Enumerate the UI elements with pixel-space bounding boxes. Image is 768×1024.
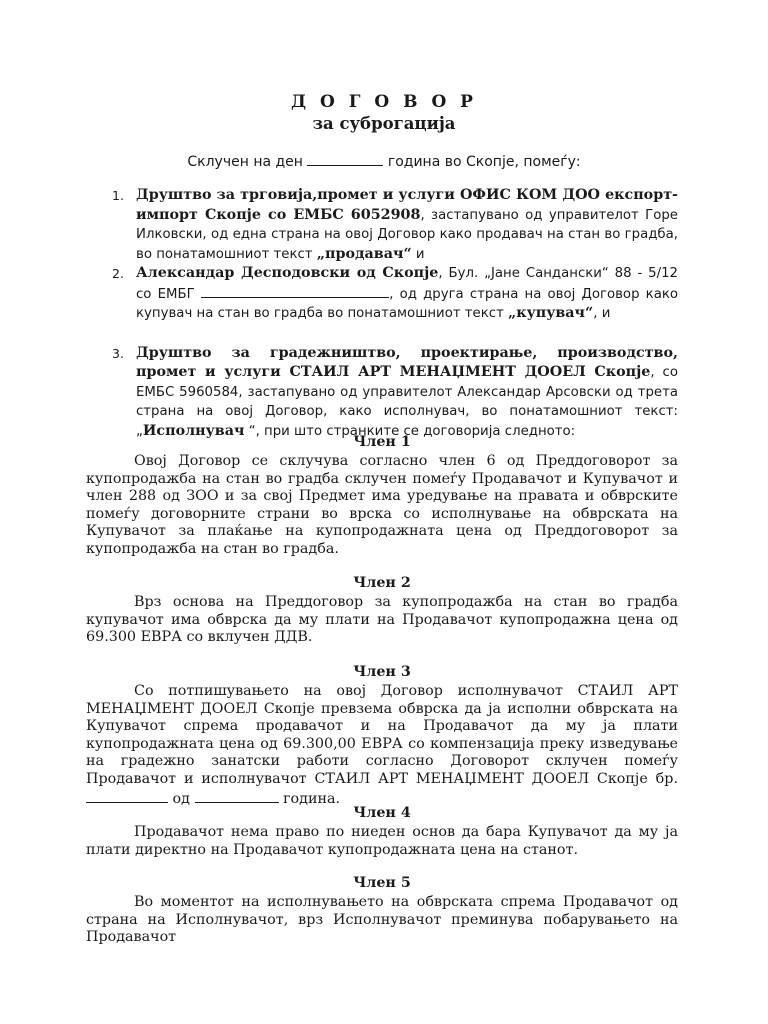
party-number: 3.: [112, 345, 124, 361]
article-title: Член 4: [353, 805, 411, 821]
document-subtitle: за суброгација: [312, 114, 456, 133]
article-body: [86, 683, 678, 808]
party-role: „продавач“: [316, 245, 412, 262]
party-item: [106, 264, 678, 324]
document-title: Д О Г О В О Р: [291, 92, 477, 112]
article-title: Член 5: [353, 875, 411, 891]
contract-number-blank: [86, 789, 168, 803]
party-text: “, при што странките се договорија следното:: [244, 423, 576, 439]
article-title: Член 3: [353, 664, 411, 680]
article-1: [86, 433, 678, 559]
party-text: , Бул. „Јане Сандански“ 88 - 5/12 со ЕМБГ: [136, 266, 678, 302]
party-text: , и: [593, 306, 611, 321]
party-number: 1.: [112, 188, 124, 203]
party-text: , со ЕМБС 5960584, застапувано од управителот Александар Арсовски од трета страна на овој Договор, како исполнувач, во понатамошниот текст: „: [136, 365, 678, 439]
article-5: [86, 874, 678, 947]
party-item: [106, 186, 678, 264]
article-3: [86, 663, 678, 808]
party-list: [106, 186, 678, 441]
party-number: 2.: [112, 266, 124, 281]
article-body: Овој Договор се склучува согласно член 6 од Преддоговорот за купопродажба на стан во градба склучен помеѓу Продавачот и Купувачот и член 288 од ЗОО и за свој Предмет има уредување на правата и обврските помеѓу договорните страни во врска со исполнување на обврската на Купувачот за плаќање на купопродажната цена од Преддоговорот за купопродажба на стан во градба.: [86, 453, 678, 557]
party-text: , застапувано од управителот Горе Илковски, од една страна на овој Договор како продавач на стан во градба, во понатамошниот текст: [136, 207, 678, 262]
article-2: [86, 574, 678, 647]
article-body: Врз основа на Преддоговор за купопродажба на стан во градба купувачот има обврска да му плати на Продавачот купопродажна цена од 69.300 ЕВРА со вклучен ДДВ.: [86, 594, 678, 646]
contract-date-blank: [195, 789, 279, 803]
intro-line: [0, 152, 768, 170]
party-text: и: [411, 246, 425, 262]
party-name: Александар Десподовски од Скопје: [136, 265, 439, 281]
article-text: година.: [283, 790, 341, 807]
intro-after: година во Скопје, помеѓу:: [387, 154, 581, 170]
embg-blank: [201, 284, 389, 298]
article-title: Член 2: [353, 575, 411, 591]
date-blank: [307, 152, 383, 166]
article-body: Во моментот на исполнувањето на обврската спрема Продавачот од страна на Исполнувачот, врз Исполнувачот преминува побарувањето на Продавачот: [86, 894, 678, 946]
party-item: [106, 344, 678, 442]
article-text: Со потпишувањето на овој Договор исполнувачот СТАИЛ АРТ МЕНАЏМЕНТ ДООЕЛ Скопје превзема обврска да ја исполни обврската на Купувачот спрема продавачот и на Продавачот да му ја плати купопродажната цена од 69.300,00 ЕВРА со компензација преку изведување на градежно занатски работи согласно Договорот склучен помеѓу Продавачот и исполнувачот СТАИЛ АРТ МЕНАЏМЕНТ ДООЕЛ Скопје бр.: [86, 683, 678, 787]
party-text: , од друга страна на овој Договор како купувач на стан во градба во понатамошниот текст: [136, 286, 679, 321]
article-text: од: [172, 790, 190, 807]
intro-before: Склучен на ден: [187, 154, 303, 170]
article-body: Продавачот нема право по ниеден основ да бара Купувачот да му ја плати директно на Продавачот купопродажната цена на станот.: [86, 824, 678, 858]
article-title: Член 1: [353, 434, 411, 450]
party-name: Друштво за градежништво, проектирање, производство, промет и услуги СТАИЛ АРТ МЕНАЏМЕНТ ДООЕЛ Скопје: [136, 344, 678, 380]
article-4: [86, 804, 678, 859]
party-role: Исполнувач: [142, 422, 245, 439]
party-role: „купувач“: [508, 305, 594, 321]
party-name: Друштво за трговија,промет и услуги ОФИС КОМ ДОО експорт-импорт Скопје со ЕМБС 6052908: [136, 187, 678, 223]
